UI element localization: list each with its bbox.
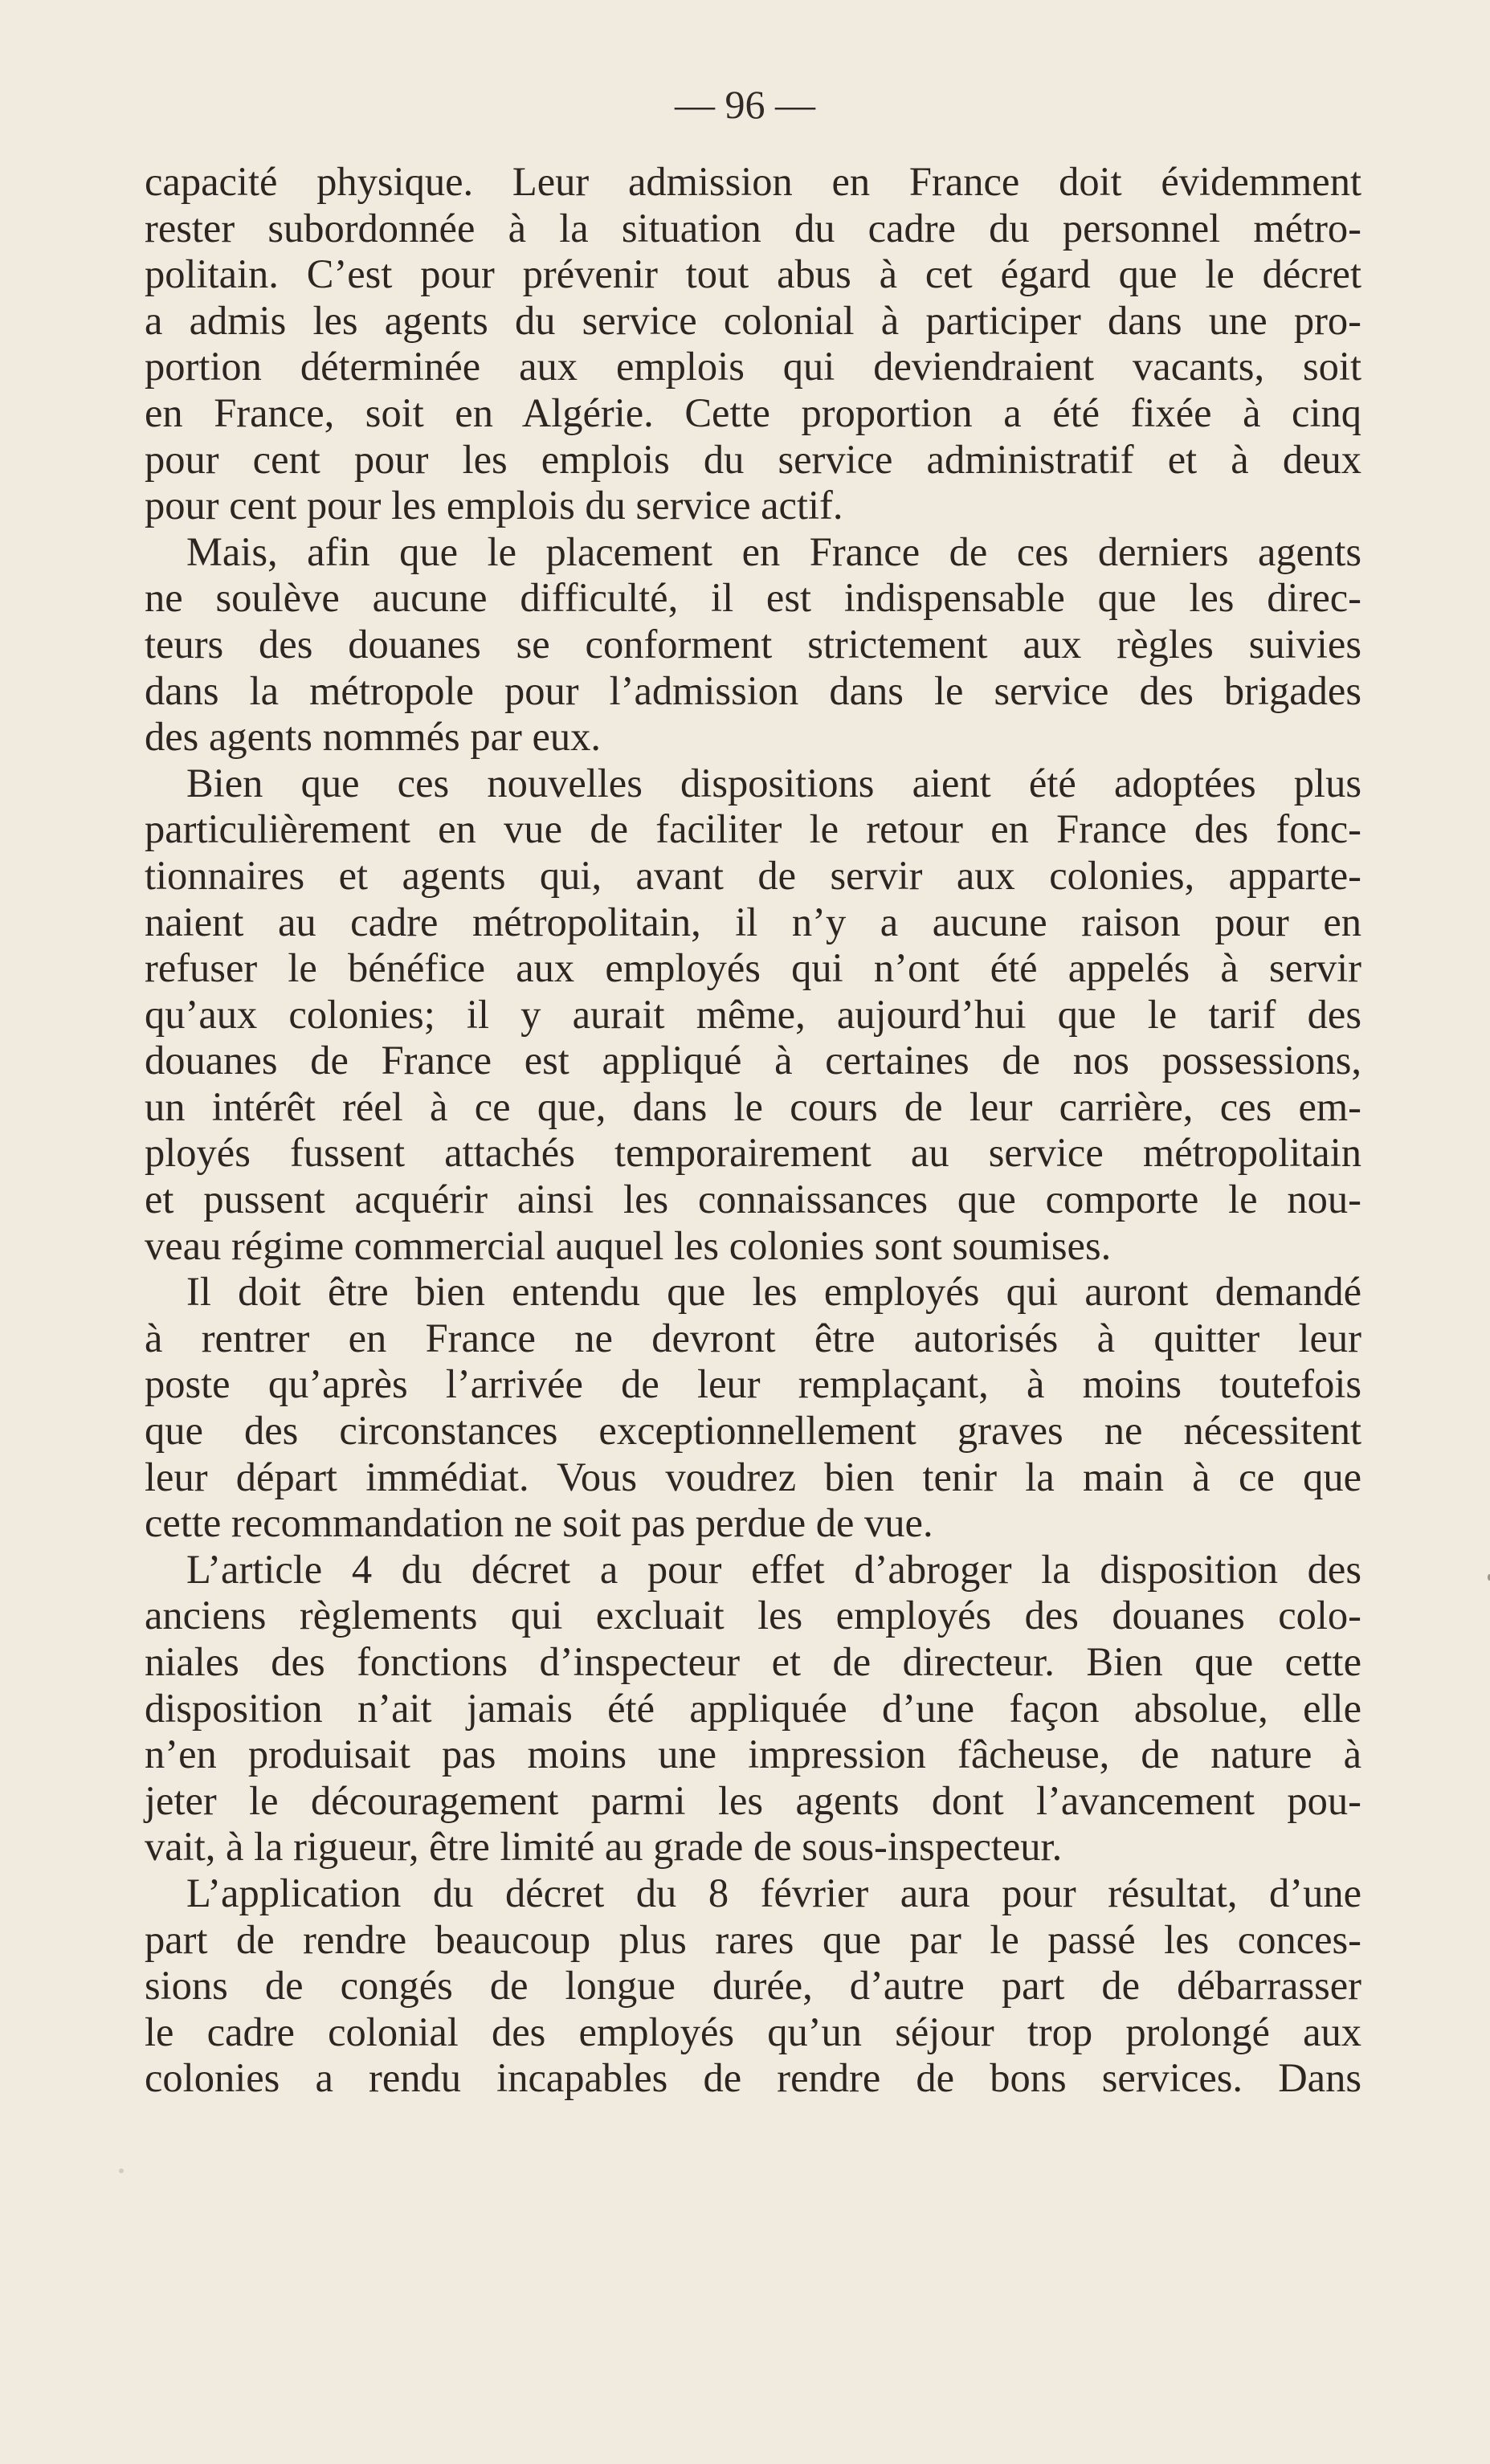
- paragraph-6: [145, 1870, 1361, 2102]
- text-line: que des circonstances exceptionnellement graves ne nécessitent: [145, 1408, 1361, 1454]
- body-text: [145, 159, 1361, 2102]
- text-line: n’en produisait pas moins une impression fâcheuse, de nature à: [145, 1732, 1361, 1777]
- text-line: refuser le bénéfice aux employés qui n’ont été appelés à servir: [145, 945, 1361, 991]
- text-line: pour cent pour les emplois du service actif.: [145, 483, 843, 528]
- text-line: un intérêt réel à ce que, dans le cours de leur carrière, ces em-: [145, 1083, 1361, 1129]
- text-line: en France, soit en Algérie. Cette proportion a été fixée à cinq: [145, 390, 1361, 435]
- page-number: — 96 —: [675, 82, 815, 127]
- text-line: veau régime commercial auquel les colonies sont soumises.: [145, 1222, 1112, 1268]
- text-line: qu’aux colonies; il y aurait même, aujourd’hui que le tarif des: [145, 991, 1361, 1037]
- text-line: ne soulève aucune difficulté, il est indispensable que les direc-: [145, 575, 1361, 621]
- text-line: dans la métropole pour l’admission dans le service des brigades: [145, 667, 1361, 713]
- text-line: pour cent pour les emplois du service administratif et à deux: [145, 436, 1361, 482]
- paragraph-5: [145, 1547, 1361, 1870]
- text-line: portion déterminée aux emplois qui deviendraient vacants, soit: [145, 344, 1361, 390]
- text-line: L’article 4 du décret a pour effet d’abroger la disposition des: [186, 1546, 1361, 1592]
- text-line: poste qu’après l’arrivée de leur remplaçant, à moins toutefois: [145, 1361, 1361, 1407]
- text-line: tionnaires et agents qui, avant de servir aux colonies, apparte-: [145, 852, 1361, 898]
- text-line: naient au cadre métropolitain, il n’y a aucune raison pour en: [145, 899, 1361, 944]
- text-line: Il doit être bien entendu que les employés qui auront demandé: [186, 1269, 1361, 1315]
- text-line: cette recommandation ne soit pas perdue de vue.: [145, 1500, 933, 1546]
- text-line: Mais, afin que le placement en France de ces derniers agents: [186, 528, 1361, 574]
- text-line: des agents nommés par eux.: [145, 714, 601, 760]
- text-line: sions de congés de longue durée, d’autre part de débarrasser: [145, 1963, 1361, 2009]
- text-line: ployés fussent attachés temporairement au service métropolitain: [145, 1130, 1361, 1176]
- text-line: a admis les agents du service colonial à participer dans une pro-: [145, 297, 1361, 343]
- text-line: anciens règlements qui excluait les employés des douanes colo-: [145, 1593, 1361, 1638]
- text-line: et pussent acquérir ainsi les connaissances que comporte le nou-: [145, 1177, 1361, 1222]
- text-line: colonies a rendu incapables de rendre de bons services. Dans: [145, 2055, 1361, 2101]
- text-line: politain. C’est pour prévenir tout abus à cet égard que le décret: [145, 251, 1361, 297]
- text-line: particulièrement en vue de faciliter le retour en France des fonc-: [145, 806, 1361, 852]
- text-line: part de rendre beaucoup plus rares que par le passé les conces-: [145, 1916, 1361, 1962]
- text-line: vait, à la rigueur, être limité au grade de sous-inspecteur.: [145, 1824, 1063, 1870]
- text-line: leur départ immédiat. Vous voudrez bien tenir la main à ce que: [145, 1454, 1361, 1499]
- text-line: Bien que ces nouvelles dispositions aient été adoptées plus: [186, 760, 1361, 806]
- text-line: jeter le découragement parmi les agents dont l’avancement pou-: [145, 1777, 1361, 1823]
- text-line: L’application du décret du 8 février aura pour résultat, d’une: [186, 1870, 1361, 1915]
- text-line: à rentrer en France ne devront être autorisés à quitter leur: [145, 1315, 1361, 1361]
- text-line: teurs des douanes se conforment strictement aux règles suivies: [145, 621, 1361, 667]
- text-line: douanes de France est appliqué à certaines de nos possessions,: [145, 1038, 1361, 1083]
- text-line: rester subordonnée à la situation du cadre du personnel métro-: [145, 205, 1361, 251]
- text-line: capacité physique. Leur admission en France doit évidemment: [145, 159, 1361, 204]
- paper-speck: [119, 2168, 124, 2173]
- text-line: le cadre colonial des employés qu’un séjour trop prolongé aux: [145, 2009, 1361, 2054]
- paragraph-2: [145, 529, 1361, 761]
- text-line: disposition n’ait jamais été appliquée d’une façon absolue, elle: [145, 1685, 1361, 1731]
- text-line: niales des fonctions d’inspecteur et de directeur. Bien que cette: [145, 1639, 1361, 1684]
- paragraph-1: [145, 159, 1361, 529]
- paragraph-4: [145, 1269, 1361, 1547]
- paragraph-3: [145, 761, 1361, 1270]
